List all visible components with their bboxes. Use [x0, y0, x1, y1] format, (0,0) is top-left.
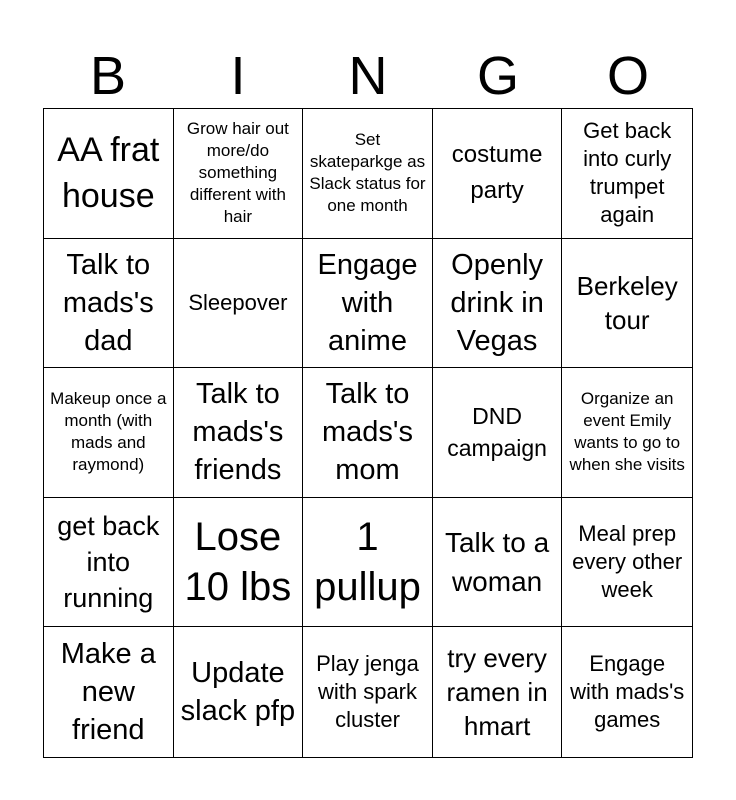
- bingo-cell[interactable]: [174, 239, 304, 369]
- cell-text: Set skateparkge as Slack status for one month: [309, 130, 426, 216]
- header-letter-b: B: [89, 46, 127, 106]
- bingo-cell[interactable]: [303, 109, 433, 239]
- bingo-cell[interactable]: [44, 627, 174, 757]
- cell-text: Openly drink in Vegas: [450, 248, 544, 357]
- cell-text: Talk to a woman: [444, 527, 550, 598]
- cell-text: Meal prep every other week: [572, 521, 683, 603]
- header-letter-n: N: [348, 46, 388, 106]
- header-letter-g: G: [476, 46, 519, 106]
- cell-text: Berkeley tour: [576, 270, 678, 335]
- cell-text: Play jenga with spark cluster: [316, 651, 419, 733]
- bingo-cell[interactable]: [174, 498, 304, 628]
- bingo-cell[interactable]: [562, 627, 692, 757]
- bingo-cell[interactable]: [303, 627, 433, 757]
- bingo-cell[interactable]: [44, 498, 174, 628]
- cell-text: AA frat house: [57, 131, 160, 216]
- cell-text: Make a new friend: [60, 638, 156, 747]
- cell-text: costume party: [451, 141, 543, 205]
- bingo-cell[interactable]: [433, 368, 563, 498]
- header-letter-i: I: [230, 46, 246, 106]
- cell-text: Talk to mads's friends: [192, 378, 284, 487]
- bingo-cell[interactable]: [303, 239, 433, 369]
- bingo-cell[interactable]: [303, 368, 433, 498]
- bingo-cell[interactable]: [433, 627, 563, 757]
- header-letter-o: O: [606, 46, 649, 106]
- cell-text: get back into running: [57, 511, 160, 614]
- cell-text: Engage with anime: [317, 248, 418, 357]
- bingo-cell[interactable]: [174, 627, 304, 757]
- bingo-cell[interactable]: [44, 109, 174, 239]
- bingo-header: [43, 44, 693, 108]
- bingo-cell[interactable]: [44, 239, 174, 369]
- cell-text: Sleepover: [188, 289, 288, 315]
- bingo-cell[interactable]: [433, 109, 563, 239]
- cell-text: Talk to mads's dad: [62, 248, 154, 357]
- bingo-cell[interactable]: [44, 368, 174, 498]
- bingo-cell[interactable]: [433, 239, 563, 369]
- bingo-cell[interactable]: [562, 239, 692, 369]
- bingo-cell[interactable]: [174, 109, 304, 239]
- cell-text: DND campaign: [447, 403, 547, 462]
- bingo-cell[interactable]: [303, 498, 433, 628]
- cell-text: Lose 10 lbs: [184, 515, 292, 610]
- cell-text: Engage with mads's games: [570, 651, 685, 733]
- bingo-cell[interactable]: [562, 498, 692, 628]
- cell-text: 1 pullup: [314, 515, 421, 610]
- cell-text: Talk to mads's mom: [322, 378, 413, 487]
- bingo-board: [43, 108, 693, 758]
- cell-text: Makeup once a month (with mads and raymond): [50, 389, 167, 475]
- bingo-cell[interactable]: [174, 368, 304, 498]
- cell-text: try every ramen in hmart: [446, 643, 548, 742]
- cell-text: Organize an event Emily wants to go to when she visits: [569, 389, 685, 475]
- bingo-cell[interactable]: [562, 368, 692, 498]
- cell-text: Get back into curly trumpet again: [583, 118, 672, 228]
- cell-text: Update slack pfp: [180, 657, 296, 728]
- bingo-cell[interactable]: [562, 109, 692, 239]
- bingo-cell[interactable]: [433, 498, 563, 628]
- cell-text: Grow hair out more/do something different with hair: [186, 119, 289, 227]
